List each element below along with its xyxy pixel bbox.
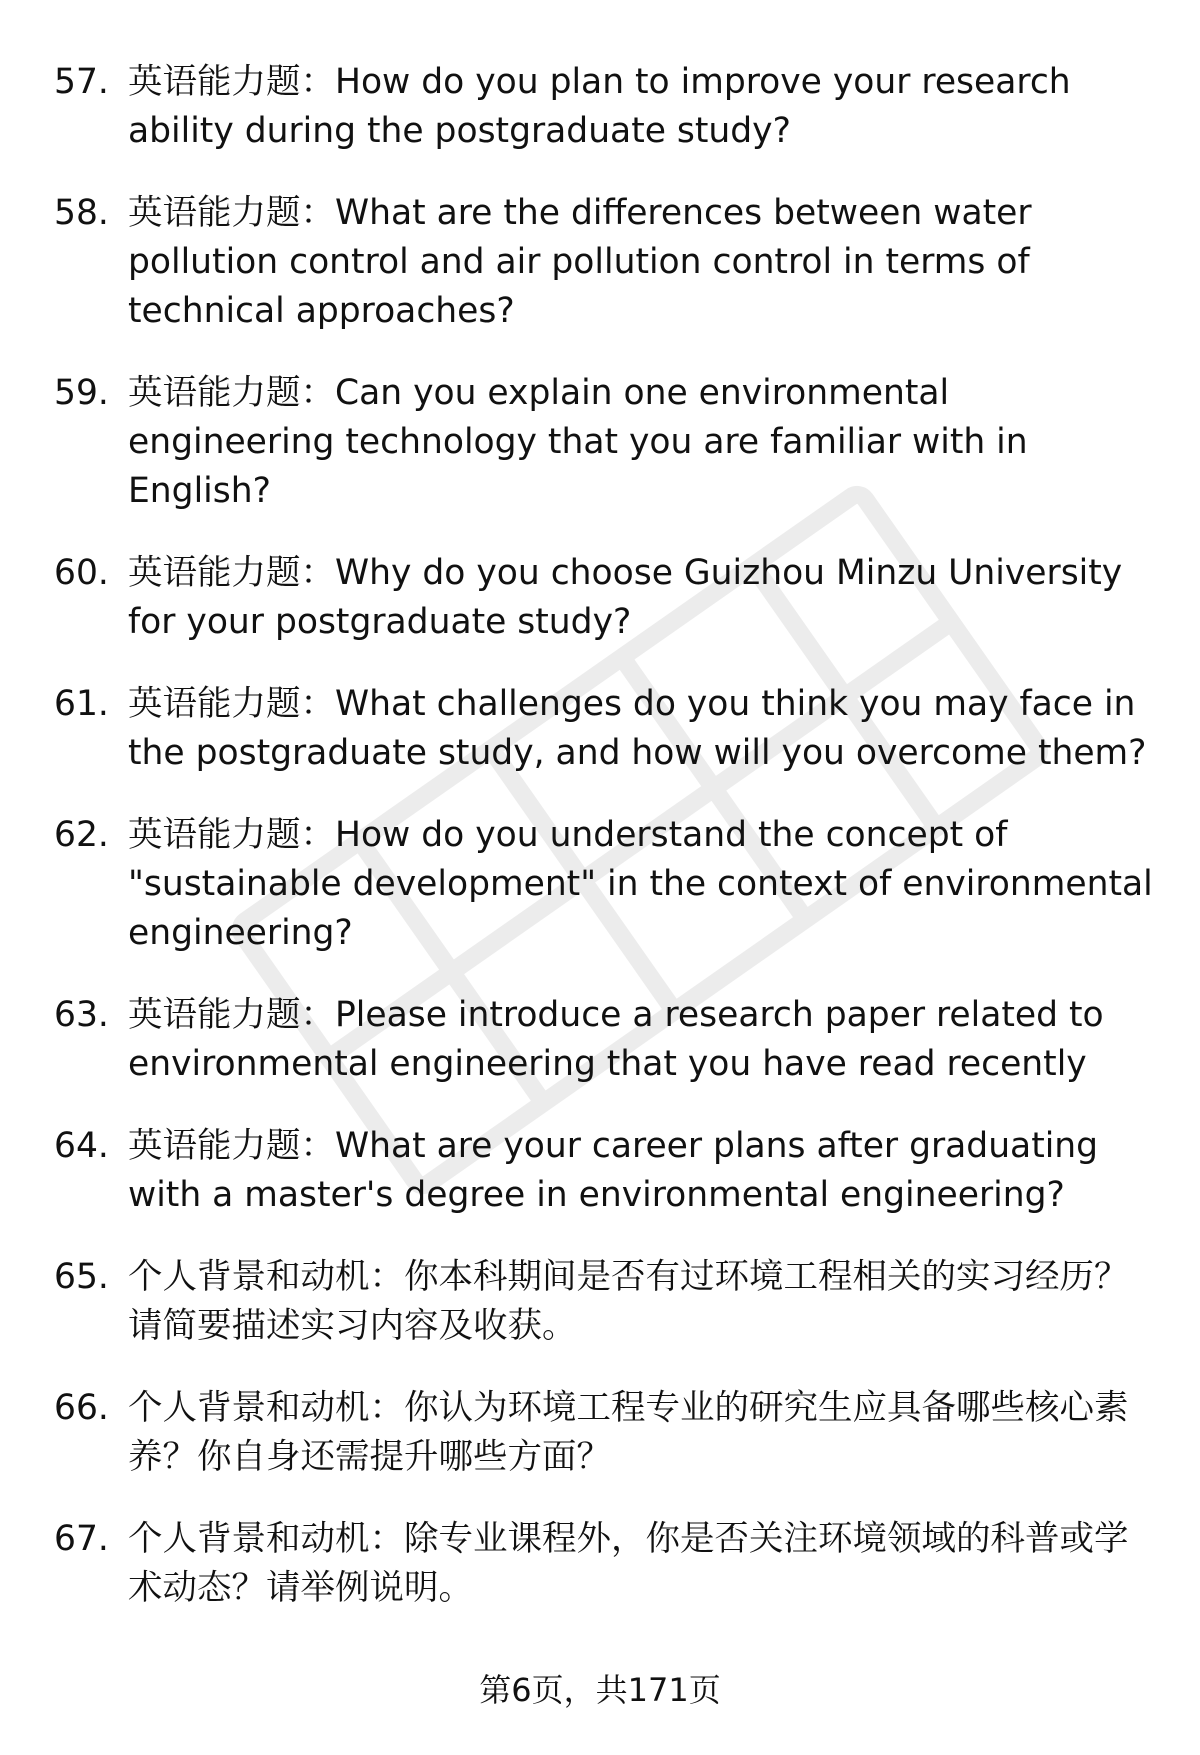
question-item: [54, 369, 1154, 516]
question-number: 60.: [54, 553, 109, 593]
question-category: 英语能力题：: [128, 684, 335, 724]
question-item: [54, 1515, 1154, 1613]
question-category: 英语能力题：: [128, 193, 335, 233]
question-text: How do you plan to improve your research ability during the postgraduate study?: [128, 62, 1071, 151]
question-item: [54, 811, 1154, 958]
question-category: 个人背景和动机：: [128, 1257, 404, 1297]
question-text: 除专业课程外，你是否关注环境领域的科普或学术动态？请举例说明。: [128, 1519, 1129, 1608]
question-body: [128, 189, 1154, 336]
question-text: What are the differences between water pollution control and air pollution control in terms of technical approaches?: [128, 193, 1032, 331]
question-body: [128, 680, 1154, 778]
question-item: [54, 1384, 1154, 1482]
question-text: Why do you choose Guizhou Minzu University for your postgraduate study?: [128, 553, 1123, 642]
question-category: 英语能力题：: [128, 1126, 335, 1166]
question-number: 58.: [54, 193, 109, 233]
question-text: Can you explain one environmental engineering technology that you are familiar with in English?: [128, 373, 1028, 511]
question-category: 英语能力题：: [128, 373, 335, 413]
question-item: [54, 1253, 1154, 1351]
question-item: [54, 189, 1154, 336]
question-body: [128, 369, 1154, 516]
question-item: [54, 991, 1154, 1089]
question-item: [54, 549, 1154, 647]
question-body: [128, 58, 1154, 156]
question-text: 你本科期间是否有过环境工程相关的实习经历？请简要描述实习内容及收获。: [128, 1257, 1129, 1346]
question-text: What are your career plans after graduating with a master's degree in environmental engineering?: [128, 1126, 1099, 1215]
question-text: Please introduce a research paper related to environmental engineering that you have read recently: [128, 995, 1104, 1084]
question-body: [128, 1515, 1154, 1613]
question-body: [128, 1384, 1154, 1482]
question-text: 你认为环境工程专业的研究生应具备哪些核心素养？你自身还需提升哪些方面？: [128, 1388, 1129, 1477]
question-body: [128, 1122, 1154, 1220]
question-number: 62.: [54, 815, 109, 855]
question-item: [54, 1122, 1154, 1220]
question-item: [54, 680, 1154, 778]
question-text: What challenges do you think you may face in the postgraduate study, and how will you overcome them?: [128, 684, 1147, 773]
question-number: 59.: [54, 373, 109, 413]
question-category: 英语能力题：: [128, 62, 335, 102]
question-category: 英语能力题：: [128, 553, 335, 593]
question-number: 65.: [54, 1257, 109, 1297]
question-number: 66.: [54, 1388, 109, 1428]
question-number: 67.: [54, 1519, 109, 1559]
question-category: 英语能力题：: [128, 995, 335, 1035]
question-number: 63.: [54, 995, 109, 1035]
question-number: 57.: [54, 62, 109, 102]
question-number: 64.: [54, 1126, 109, 1166]
question-body: [128, 1253, 1154, 1351]
question-body: [128, 549, 1154, 647]
question-number: 61.: [54, 684, 109, 724]
question-item: [54, 58, 1154, 156]
question-body: [128, 991, 1154, 1089]
question-category: 个人背景和动机：: [128, 1388, 404, 1428]
question-category: 英语能力题：: [128, 815, 335, 855]
question-list: [54, 58, 1154, 1646]
question-text: How do you understand the concept of "sustainable development" in the context of environmental engineering?: [128, 815, 1153, 953]
question-category: 个人背景和动机：: [128, 1519, 404, 1559]
page-footer: 第6页，共171页: [479, 1671, 721, 1709]
question-body: [128, 811, 1154, 958]
